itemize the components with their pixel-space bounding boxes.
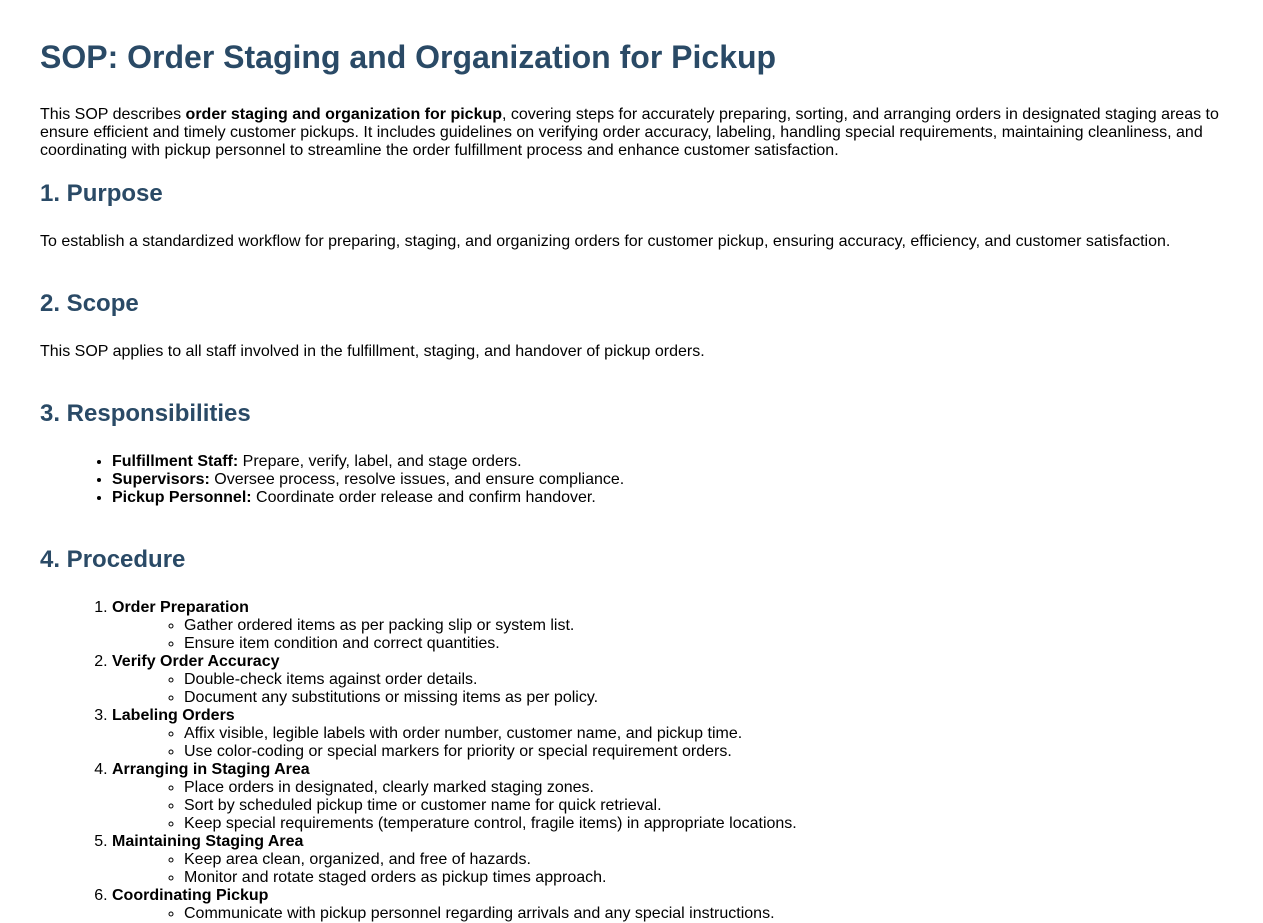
purpose-heading: 1. Purpose	[40, 180, 163, 207]
procedure-step	[112, 887, 1223, 923]
page-title: SOP: Order Staging and Organization for Pickup	[40, 39, 777, 75]
step-title: Maintaining Staging Area	[112, 833, 304, 850]
list-item: ◦ Ensure item condition and correct quantities.	[184, 635, 1223, 653]
step-title: Verify Order Accuracy	[112, 653, 280, 670]
role-description: Oversee process, resolve issues, and ensure compliance.	[209, 471, 625, 488]
list-item: ◦ Double-check items against order details.	[184, 671, 1223, 689]
step-title: Order Preparation	[112, 599, 249, 616]
procedure-step	[112, 707, 1223, 761]
role-label: Supervisors:	[112, 471, 210, 488]
list-item	[112, 489, 1223, 507]
procedure-steps	[40, 599, 1223, 923]
step-details	[112, 851, 1223, 887]
list-item: ◦ Sort by scheduled pickup time or customer name for quick retrieval.	[184, 797, 1223, 815]
list-item	[112, 453, 1223, 471]
purpose-text: To establish a standardized workflow for preparing, staging, and organizing orders for customer pickup, ensuring accuracy, efficiency, and customer satisfaction.	[40, 233, 1171, 250]
step-details	[112, 779, 1223, 833]
step-details	[112, 671, 1223, 707]
responsibilities-heading: 3. Responsibilities	[40, 400, 251, 427]
list-item	[112, 471, 1223, 489]
step-details	[112, 725, 1223, 761]
intro-bold-term: order staging and organization for pickup	[185, 106, 503, 123]
step-title: Labeling Orders	[112, 707, 235, 724]
role-label: Fulfillment Staff:	[112, 453, 239, 470]
procedure-heading: 4. Procedure	[40, 546, 186, 573]
intro-prefix: This SOP describes	[40, 106, 186, 123]
role-label: Pickup Personnel:	[112, 489, 252, 506]
procedure-step	[112, 833, 1223, 887]
procedure-step	[112, 761, 1223, 833]
list-item: ◦ Use color-coding or special markers for priority or special requirement orders.	[184, 743, 1223, 761]
list-item: ◦ Monitor and rotate staged orders as pickup times approach.	[184, 869, 1223, 887]
role-description: Prepare, verify, label, and stage orders.	[238, 453, 522, 470]
list-item: ◦ Place orders in designated, clearly marked staging zones.	[184, 779, 1223, 797]
list-item: ◦ Affix visible, legible labels with order number, customer name, and pickup time.	[184, 725, 1223, 743]
procedure-step	[112, 653, 1223, 707]
list-item: ◦ Gather ordered items as per packing slip or system list.	[184, 617, 1223, 635]
responsibilities-list	[40, 453, 1223, 507]
scope-heading: 2. Scope	[40, 290, 139, 317]
step-details	[112, 905, 1223, 923]
list-item: ◦ Communicate with pickup personnel regarding arrivals and any special instructions.	[184, 905, 1223, 923]
step-details	[112, 617, 1223, 653]
step-title: Coordinating Pickup	[112, 887, 269, 904]
intro-paragraph	[40, 106, 1223, 160]
list-item: ◦ Keep area clean, organized, and free of hazards.	[184, 851, 1223, 869]
procedure-step	[112, 599, 1223, 653]
list-item: ◦ Keep special requirements (temperature control, fragile items) in appropriate locations.	[184, 815, 1223, 833]
list-item: ◦ Document any substitutions or missing items as per policy.	[184, 689, 1223, 707]
intro-suffix: , covering steps for accurately preparing, sorting, and arranging orders in designated staging areas to ensure efficient and timely customer pickups. It includes guidelines on verifying order accuracy, labeling, handling special requirements, maintaining cleanliness, and coordinating with pickup personnel to streamline the order fulfillment process and enhance customer satisfaction.	[40, 106, 1219, 159]
role-description: Coordinate order release and confirm handover.	[251, 489, 596, 506]
step-title: Arranging in Staging Area	[112, 761, 310, 778]
scope-text: This SOP applies to all staff involved in the fulfillment, staging, and handover of pickup orders.	[40, 343, 705, 360]
